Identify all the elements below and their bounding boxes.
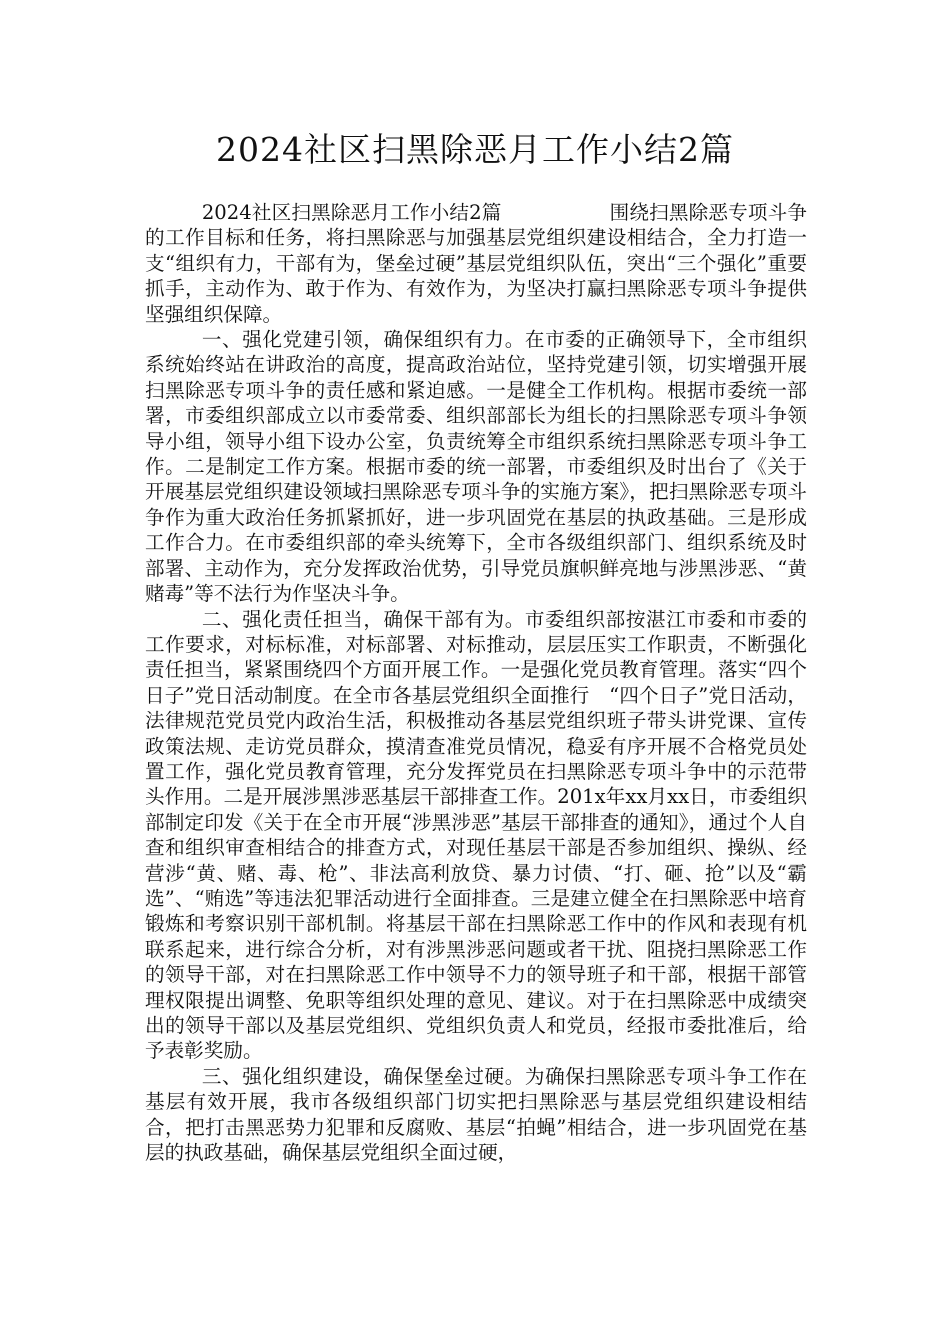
intro-heading: 2024社区扫黑除恶月工作小结2篇	[201, 201, 502, 224]
section-paragraph-1: 一、强化党建引领，确保组织有力。在市委的正确领导下，全市组织系统始终站在讲政治的高度，提高政治站位，坚持党建引领，切实增强开展扫黑除恶专项斗争的责任感和紧迫感。一是健全工作机构。根据市委统一部署，市委组织部成立以市委常委、组织部部长为组长的扫黑除恶专项斗争领导小组，领导小组下设办公室，负责统筹全市组织系统扫黑除恶专项斗争工作。二是制定工作方案。根据市委的统一部署，市委组织及时出台了《关于开展基层党组织建设领域扫黑除恶专项斗争的实施方案》，把扫黑除恶专项斗争作为重大政治任务抓紧抓好，进一步巩固党在基层的执政基础。三是形成工作合力。在市委组织部的牵头统筹下，全市各级组织部门、组织系统及时部署、主动作为，充分发挥政治优势，引导党员旗帜鲜亮地与涉黑涉恶、“黄赌毒”等不法行为作坚决斗争。	[145, 328, 807, 606]
section-paragraph-3: 三、强化组织建设，确保堡垒过硬。为确保扫黑除恶专项斗争工作在基层有效开展，我市各级组织部门切实把扫黑除恶与基层党组织建设相结合，把打击黑恶势力犯罪和反腐败、基层“拍蝇”相结合，进一步巩固党在基层的执政基础，确保基层党组织全面过硬，	[145, 1064, 807, 1165]
section-paragraph-2: 二、强化责任担当，确保干部有为。市委组织部按湛江市委和市委的工作要求，对标标准，对标部署、对标推动，层层压实工作职责，不断强化责任担当，紧紧围绕四个方面开展工作。一是强化党员教育管理。落实“四个日子”党日活动制度。在全市各基层党组织全面推行 “四个日子”党日活动，法律规范党员党内政治生活，积极推动各基层党组织班子带头讲党课、宣传政策法规、走访党员群众，摸清查准党员情况，稳妥有序开展不合格党员处置工作，强化党员教育管理，充分发挥党员在扫黑除恶专项斗争中的示范带头作用。二是开展涉黑涉恶基层干部排查工作。201x年xx月xx日，市委组织部制定印发《关于在全市开展“涉黑涉恶”基层干部排查的通知》，通过个人自查和组织审查相结合的排查方式，对现任基层干部是否参加组织、操纵、经营涉“黄、赌、毒、枪”、非法高利放贷、暴力讨债、“打、砸、抢”以及“霸选”、“贿选”等违法犯罪活动进行全面排查。三是建立健全在扫黑除恶中培育锻炼和考察识别干部机制。将基层干部在扫黑除恶工作中的作风和表现有机联系起来，进行综合分析，对有涉黑涉恶问题或者干扰、阻挠扫黑除恶工作的领导干部，对在扫黑除恶工作中领导不力的领导班子和干部，根据干部管理权限提出调整、免职等组织处理的意见、建议。对于在扫黑除恶中成绩突出的领导干部以及基层党组织、党组织负责人和党员，经报市委批准后，给予表彰奖励。	[145, 607, 807, 1063]
document-body	[145, 200, 807, 1165]
intro-text: 围绕扫黑除恶专项斗争的工作目标和任务，将扫黑除恶与加强基层党组织建设相结合，全力打造一支“组织有力，干部有为，堡垒过硬”基层党组织队伍，突出“三个强化”重要抓手，主动作为、敢于作为、有效作为，为坚决打赢扫黑除恶专项斗争提供坚强组织保障。	[145, 201, 807, 326]
document-title: 2024社区扫黑除恶月工作小结2篇	[216, 130, 734, 169]
intro-paragraph	[145, 200, 807, 327]
